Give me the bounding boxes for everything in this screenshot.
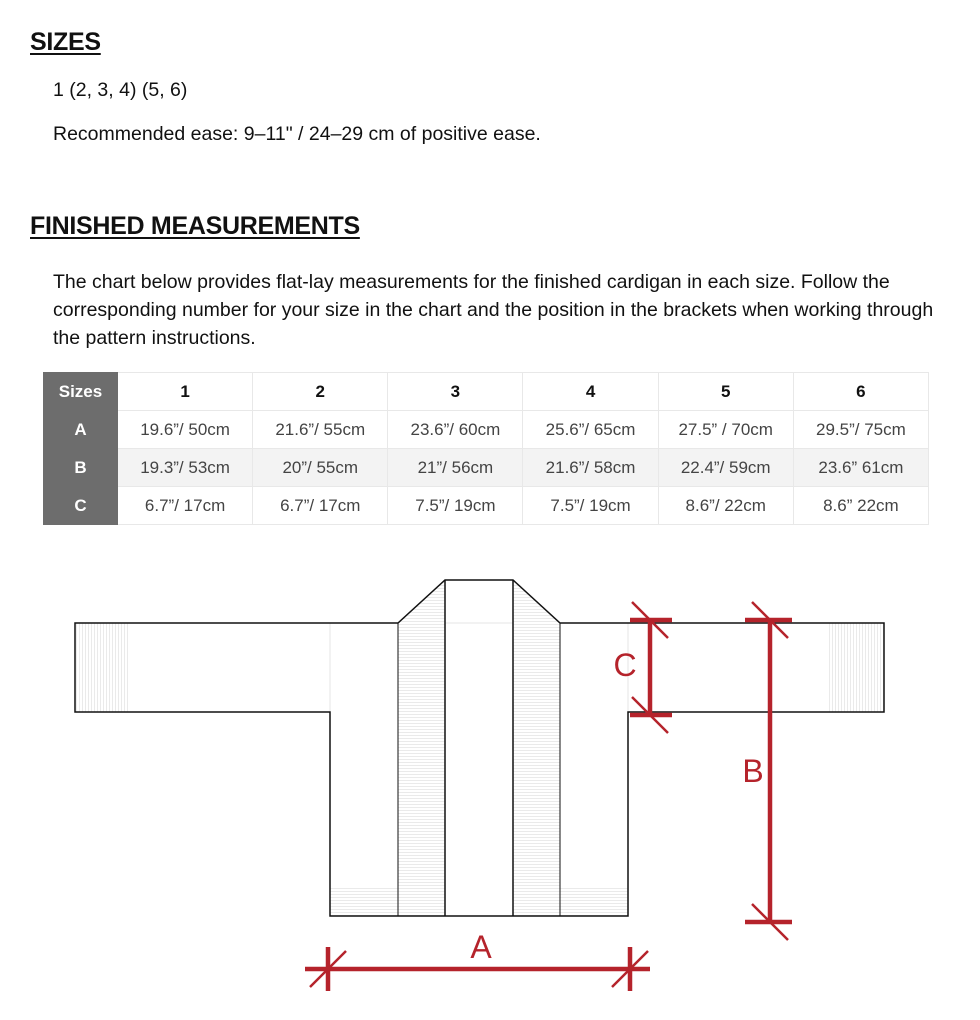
column-header: 4: [523, 373, 658, 411]
table-cell: 25.6”/ 65cm: [523, 411, 658, 449]
column-header: 6: [793, 373, 928, 411]
table-cell: 19.6”/ 50cm: [118, 411, 253, 449]
finished-measurements-heading: FINISHED MEASUREMENTS: [30, 212, 360, 240]
size-measurements-table: [43, 372, 929, 525]
ease-note: Recommended ease: 9–11" / 24–29 cm of positive ease.: [53, 123, 541, 145]
table-cell: 7.5”/ 19cm: [523, 487, 658, 525]
table-cell: 7.5”/ 19cm: [388, 487, 523, 525]
table-cell: 20”/ 55cm: [253, 449, 388, 487]
right-front-band: [513, 580, 560, 916]
label-a: A: [470, 929, 492, 965]
right-hem-ribbing: [560, 886, 628, 916]
table-cell: 8.6” 22cm: [793, 487, 928, 525]
column-header: 1: [118, 373, 253, 411]
table-row: [44, 411, 929, 449]
left-front-band: [398, 580, 445, 916]
table-corner-label: Sizes: [44, 373, 118, 411]
row-label: C: [44, 487, 118, 525]
sizes-heading: SIZES: [30, 28, 101, 56]
label-c: C: [613, 647, 637, 683]
table-header-row: [44, 373, 929, 411]
table-cell: 8.6”/ 22cm: [658, 487, 793, 525]
row-label: B: [44, 449, 118, 487]
measurement-c: [613, 602, 672, 733]
right-cuff-ribbing: [829, 623, 884, 712]
table-cell: 27.5” / 70cm: [658, 411, 793, 449]
column-header: 3: [388, 373, 523, 411]
table-row: [44, 449, 929, 487]
table-cell: 19.3”/ 53cm: [118, 449, 253, 487]
table-cell: 6.7”/ 17cm: [118, 487, 253, 525]
table-cell: 23.6” 61cm: [793, 449, 928, 487]
table-cell: 21”/ 56cm: [388, 449, 523, 487]
table-cell: 29.5”/ 75cm: [793, 411, 928, 449]
table-row: [44, 487, 929, 525]
measurement-a: [305, 929, 650, 991]
left-hem-ribbing: [330, 886, 398, 916]
table-cell: 22.4”/ 59cm: [658, 449, 793, 487]
table-cell: 21.6”/ 58cm: [523, 449, 658, 487]
table-cell: 21.6”/ 55cm: [253, 411, 388, 449]
cardigan-schematic: [0, 560, 980, 1020]
garment-silhouette: [75, 580, 884, 916]
column-header: 2: [253, 373, 388, 411]
table-cell: 23.6”/ 60cm: [388, 411, 523, 449]
row-label: A: [44, 411, 118, 449]
column-header: 5: [658, 373, 793, 411]
garment-outline: [75, 580, 884, 916]
measurements-intro: The chart below provides flat-lay measurements for the finished cardigan in each size. Follow the corresponding number for your size in the chart and the position in the brackets when working through the pattern instructions.: [53, 271, 934, 349]
measurement-b: [742, 602, 792, 940]
label-b: B: [742, 753, 764, 789]
left-cuff-ribbing: [75, 623, 130, 712]
size-list: 1 (2, 3, 4) (5, 6): [53, 79, 188, 101]
table-cell: 6.7”/ 17cm: [253, 487, 388, 525]
